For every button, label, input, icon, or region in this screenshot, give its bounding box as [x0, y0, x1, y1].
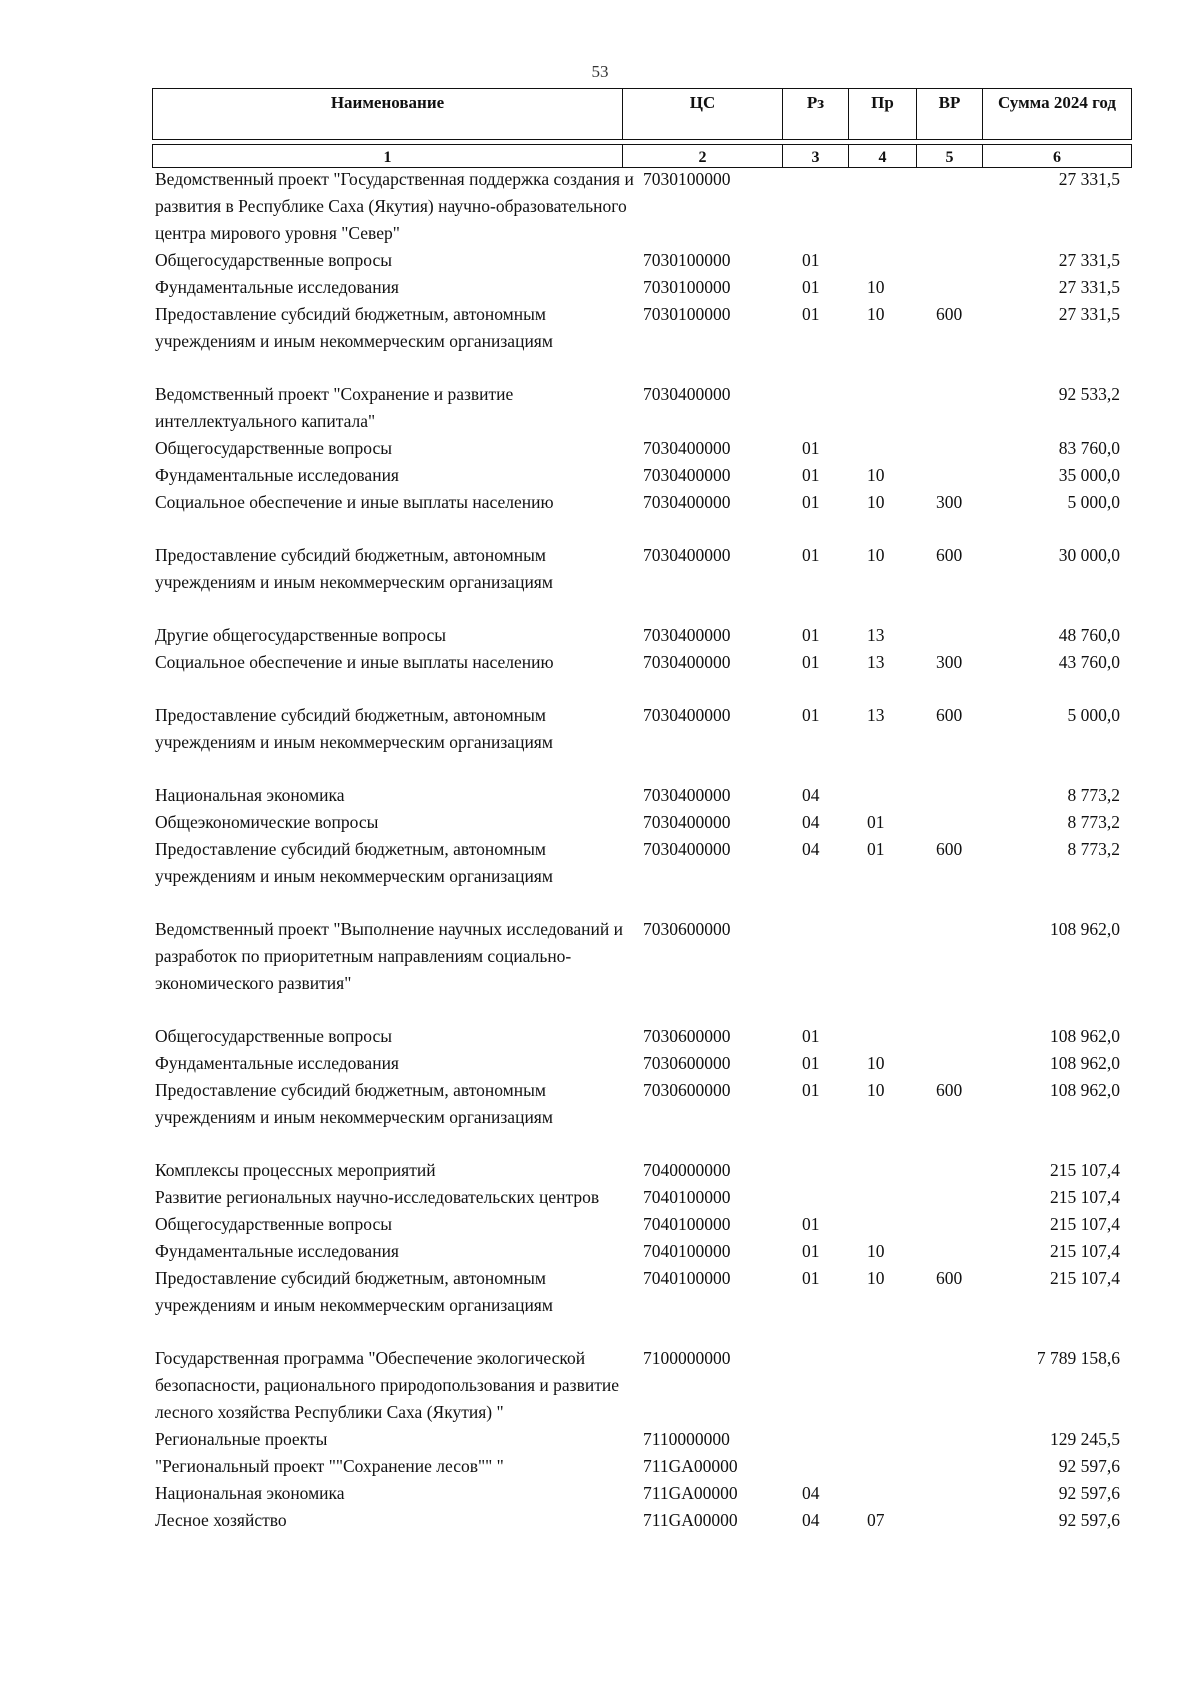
row-vr: [931, 622, 1007, 649]
page-number: 53: [591, 62, 609, 81]
row-rz: [795, 1453, 863, 1480]
row-sum: 43 760,0: [1058, 652, 1120, 672]
row-sum: 129 245,5: [1050, 1429, 1120, 1449]
row-name: Ведомственный проект "Сохранение и развитие интеллектуального капитала": [155, 384, 514, 431]
row-rz: 01: [802, 465, 820, 485]
row-rz: 01: [802, 277, 820, 297]
row-pr: 10: [867, 1053, 885, 1073]
table-row: [155, 1050, 1135, 1077]
table-row: [155, 782, 1135, 809]
column-title-name: Наименование: [152, 89, 622, 139]
row-vr: [931, 1023, 1007, 1050]
row-pr: 10: [867, 545, 885, 565]
table-row: [155, 649, 1135, 676]
row-sum: 108 962,0: [1050, 1053, 1120, 1073]
row-rz: 01: [802, 545, 820, 565]
row-sum: 8 773,2: [1067, 812, 1120, 832]
row-rz: 01: [802, 652, 820, 672]
row-vr: [931, 1211, 1007, 1238]
row-cs: 711GA00000: [643, 1456, 738, 1476]
row-pr: 13: [867, 625, 885, 645]
column-number: 5: [916, 145, 982, 167]
table-row: [155, 1426, 1135, 1453]
row-vr: [931, 435, 1007, 462]
table-row: [155, 836, 1135, 890]
row-vr: [931, 1480, 1007, 1507]
row-rz: [795, 1426, 863, 1453]
row-pr: [863, 435, 931, 462]
row-vr: [931, 809, 1007, 836]
row-sum: 108 962,0: [1050, 1026, 1120, 1046]
row-name: Общегосударственные вопросы: [155, 438, 393, 458]
row-name: Фундаментальные исследования: [155, 465, 399, 485]
row-name: Предоставление субсидий бюджетным, автономным учреждениям и иным некоммерческим организациям: [155, 304, 553, 351]
row-cs: 7030400000: [643, 785, 731, 805]
row-rz: 01: [802, 492, 820, 512]
row-rz: 04: [802, 812, 820, 832]
row-pr: [863, 247, 931, 274]
row-pr: 10: [867, 277, 885, 297]
row-cs: 7100000000: [643, 1348, 731, 1368]
row-vr: 600: [936, 1080, 963, 1100]
row-pr: 13: [867, 652, 885, 672]
table-row: [155, 1211, 1135, 1238]
row-rz: 04: [802, 1483, 820, 1503]
row-vr: 600: [936, 304, 963, 324]
table-row: [155, 1507, 1135, 1534]
row-rz: 04: [802, 1510, 820, 1530]
column-numbers-row: [152, 144, 1132, 168]
row-pr: [863, 1211, 931, 1238]
row-pr: 10: [867, 1080, 885, 1100]
row-cs: 7030600000: [643, 1053, 731, 1073]
row-cs: 7030400000: [643, 438, 731, 458]
table-row: [155, 489, 1135, 516]
row-name: Ведомственный проект "Выполнение научных исследований и разработок по приоритетным направлениям социально-экономического развития": [155, 919, 624, 993]
row-name: Комплексы процессных мероприятий: [155, 1160, 436, 1180]
row-cs: 7030400000: [643, 384, 731, 404]
row-cs: 7030400000: [643, 812, 731, 832]
row-vr: [931, 462, 1007, 489]
table-row: [155, 1345, 1135, 1426]
row-sum: 30 000,0: [1058, 545, 1120, 565]
table-header: [152, 88, 1132, 168]
row-cs: 7030400000: [643, 492, 731, 512]
row-name: Общегосударственные вопросы: [155, 1026, 393, 1046]
row-sum: 48 760,0: [1058, 625, 1120, 645]
row-pr: [863, 1453, 931, 1480]
column-title-sum: Сумма 2024 год: [982, 89, 1132, 139]
row-rz: 01: [802, 1268, 820, 1288]
row-pr: [863, 1426, 931, 1453]
table-row: [155, 381, 1135, 435]
table-row: [155, 462, 1135, 489]
row-name: Фундаментальные исследования: [155, 277, 399, 297]
row-cs: 7110000000: [643, 1429, 730, 1449]
column-number: 2: [622, 145, 782, 167]
table-row: [155, 274, 1135, 301]
row-vr: [931, 381, 1007, 435]
row-cs: 7040100000: [643, 1241, 731, 1261]
table-row: [155, 166, 1135, 247]
row-sum: 215 107,4: [1050, 1160, 1120, 1180]
column-title-pr: Пр: [848, 89, 916, 139]
row-vr: 600: [936, 705, 963, 725]
row-vr: [931, 166, 1007, 247]
row-pr: [863, 1023, 931, 1050]
row-sum: 92 597,6: [1058, 1483, 1120, 1503]
row-rz: 01: [802, 1241, 820, 1261]
row-cs: 7030600000: [643, 1080, 731, 1100]
row-name: Социальное обеспечение и иные выплаты населению: [155, 652, 554, 672]
row-name: Предоставление субсидий бюджетным, автономным учреждениям и иным некоммерческим организациям: [155, 705, 553, 752]
row-name: Предоставление субсидий бюджетным, автономным учреждениям и иным некоммерческим организациям: [155, 839, 553, 886]
row-pr: [863, 1345, 931, 1426]
row-sum: 5 000,0: [1067, 492, 1120, 512]
row-pr: 07: [867, 1510, 885, 1530]
row-vr: [931, 1184, 1007, 1211]
table-row: [155, 916, 1135, 997]
table-row: [155, 1157, 1135, 1184]
row-sum: 8 773,2: [1067, 785, 1120, 805]
row-sum: 92 533,2: [1058, 384, 1120, 404]
column-number: 1: [152, 145, 622, 167]
row-name: Национальная экономика: [155, 785, 345, 805]
row-cs: 7030400000: [643, 465, 731, 485]
row-sum: 83 760,0: [1058, 438, 1120, 458]
table-row: [155, 247, 1135, 274]
row-cs: 7030400000: [643, 839, 731, 859]
row-name: Ведомственный проект "Государственная поддержка создания и развития в Республике Саха (Якутия) научно-образовательного центра мирового уровня "Север": [155, 169, 634, 243]
row-name: Лесное хозяйство: [155, 1510, 287, 1530]
row-sum: 92 597,6: [1058, 1456, 1120, 1476]
row-rz: [795, 1345, 863, 1426]
row-name: Другие общегосударственные вопросы: [155, 625, 447, 645]
table-row: [155, 1077, 1135, 1131]
table-row: [155, 622, 1135, 649]
row-name: Общегосударственные вопросы: [155, 1214, 393, 1234]
row-sum: 27 331,5: [1058, 304, 1120, 324]
row-rz: 01: [802, 438, 820, 458]
row-name: Предоставление субсидий бюджетным, автономным учреждениям и иным некоммерческим организациям: [155, 1268, 553, 1315]
row-pr: [863, 1480, 931, 1507]
row-name: Предоставление субсидий бюджетным, автономным учреждениям и иным некоммерческим организациям: [155, 545, 553, 592]
row-sum: 108 962,0: [1050, 919, 1120, 939]
row-name: Национальная экономика: [155, 1483, 345, 1503]
row-cs: 7030600000: [643, 1026, 731, 1046]
row-rz: [795, 166, 863, 247]
column-title-cs: ЦС: [622, 89, 782, 139]
row-pr: 10: [867, 492, 885, 512]
row-cs: 7040100000: [643, 1268, 731, 1288]
row-cs: 7040100000: [643, 1187, 731, 1207]
row-name: Фундаментальные исследования: [155, 1053, 399, 1073]
row-cs: 7030100000: [643, 250, 731, 270]
row-cs: 7030600000: [643, 919, 731, 939]
column-number: 3: [782, 145, 848, 167]
row-sum: 108 962,0: [1050, 1080, 1120, 1100]
row-name: Развитие региональных научно-исследовательских центров: [155, 1187, 600, 1207]
row-rz: 01: [802, 625, 820, 645]
row-name: Региональные проекты: [155, 1429, 328, 1449]
row-sum: 5 000,0: [1067, 705, 1120, 725]
row-name: Государственная программа "Обеспечение экологической безопасности, рационального природопользования и развитие лесного хозяйства Республики Саха (Якутия) ": [155, 1348, 619, 1422]
row-vr: [931, 1453, 1007, 1480]
row-name: "Региональный проект ""Сохранение лесов"" ": [155, 1456, 504, 1476]
column-titles-row: [152, 88, 1132, 140]
row-rz: [795, 1157, 863, 1184]
row-vr: 300: [936, 652, 963, 672]
row-sum: 27 331,5: [1058, 169, 1120, 189]
row-cs: 7030400000: [643, 545, 731, 565]
row-sum: 27 331,5: [1058, 250, 1120, 270]
row-sum: 8 773,2: [1067, 839, 1120, 859]
row-cs: 7040100000: [643, 1214, 731, 1234]
row-vr: 600: [936, 839, 963, 859]
row-vr: [931, 274, 1007, 301]
table-row: [155, 1480, 1135, 1507]
row-rz: [795, 381, 863, 435]
row-pr: 10: [867, 304, 885, 324]
row-rz: [795, 1184, 863, 1211]
row-vr: [931, 1345, 1007, 1426]
row-pr: 13: [867, 705, 885, 725]
row-rz: 01: [802, 1053, 820, 1073]
row-vr: [931, 1050, 1007, 1077]
row-vr: [931, 916, 1007, 997]
row-rz: 01: [802, 250, 820, 270]
row-sum: 92 597,6: [1058, 1510, 1120, 1530]
table-row: [155, 301, 1135, 355]
row-sum: 7 789 158,6: [1036, 1348, 1120, 1368]
table-row: [155, 1184, 1135, 1211]
column-title-vr: ВР: [916, 89, 982, 139]
row-name: Фундаментальные исследования: [155, 1241, 399, 1261]
table-row: [155, 809, 1135, 836]
row-vr: 300: [936, 492, 963, 512]
row-name: Общеэкономические вопросы: [155, 812, 379, 832]
row-pr: 01: [867, 839, 885, 859]
row-rz: 01: [802, 1080, 820, 1100]
row-name: Общегосударственные вопросы: [155, 250, 393, 270]
row-pr: 10: [867, 1268, 885, 1288]
row-pr: 10: [867, 1241, 885, 1261]
table-row: [155, 1238, 1135, 1265]
row-pr: [863, 916, 931, 997]
row-cs: 7030400000: [643, 652, 731, 672]
row-cs: 7030400000: [643, 625, 731, 645]
row-rz: 01: [802, 705, 820, 725]
row-pr: 10: [867, 465, 885, 485]
row-rz: 01: [802, 304, 820, 324]
row-cs: 7040000000: [643, 1160, 731, 1180]
table-row: [155, 435, 1135, 462]
row-rz: 01: [802, 1026, 820, 1046]
row-cs: 7030100000: [643, 304, 731, 324]
table-row: [155, 1453, 1135, 1480]
row-name: Предоставление субсидий бюджетным, автономным учреждениям и иным некоммерческим организациям: [155, 1080, 553, 1127]
row-cs: 7030400000: [643, 705, 731, 725]
row-vr: [931, 1507, 1007, 1534]
row-sum: 215 107,4: [1050, 1214, 1120, 1234]
row-cs: 711GA00000: [643, 1483, 738, 1503]
table-row: [155, 702, 1135, 756]
column-number: 4: [848, 145, 916, 167]
row-rz: [795, 916, 863, 997]
row-vr: 600: [936, 545, 963, 565]
column-title-rz: Рз: [782, 89, 848, 139]
row-cs: 7030100000: [643, 277, 731, 297]
row-rz: 01: [802, 1214, 820, 1234]
row-rz: 04: [802, 839, 820, 859]
row-pr: [863, 166, 931, 247]
row-sum: 215 107,4: [1050, 1187, 1120, 1207]
row-vr: [931, 782, 1007, 809]
row-sum: 35 000,0: [1058, 465, 1120, 485]
row-sum: 215 107,4: [1050, 1268, 1120, 1288]
row-sum: 27 331,5: [1058, 277, 1120, 297]
row-cs: 7030100000: [643, 169, 731, 189]
table-row: [155, 1023, 1135, 1050]
table-body: [155, 166, 1135, 1534]
row-vr: [931, 1238, 1007, 1265]
table-row: [155, 542, 1135, 596]
table-row: [155, 1265, 1135, 1319]
column-number: 6: [982, 145, 1132, 167]
row-vr: [931, 1157, 1007, 1184]
row-vr: [931, 247, 1007, 274]
row-cs: 711GA00000: [643, 1510, 738, 1530]
row-pr: [863, 381, 931, 435]
row-rz: 04: [802, 785, 820, 805]
row-pr: [863, 1157, 931, 1184]
row-vr: [931, 1426, 1007, 1453]
row-name: Социальное обеспечение и иные выплаты населению: [155, 492, 554, 512]
row-vr: 600: [936, 1268, 963, 1288]
row-sum: 215 107,4: [1050, 1241, 1120, 1261]
row-pr: [863, 782, 931, 809]
row-pr: 01: [867, 812, 885, 832]
row-pr: [863, 1184, 931, 1211]
